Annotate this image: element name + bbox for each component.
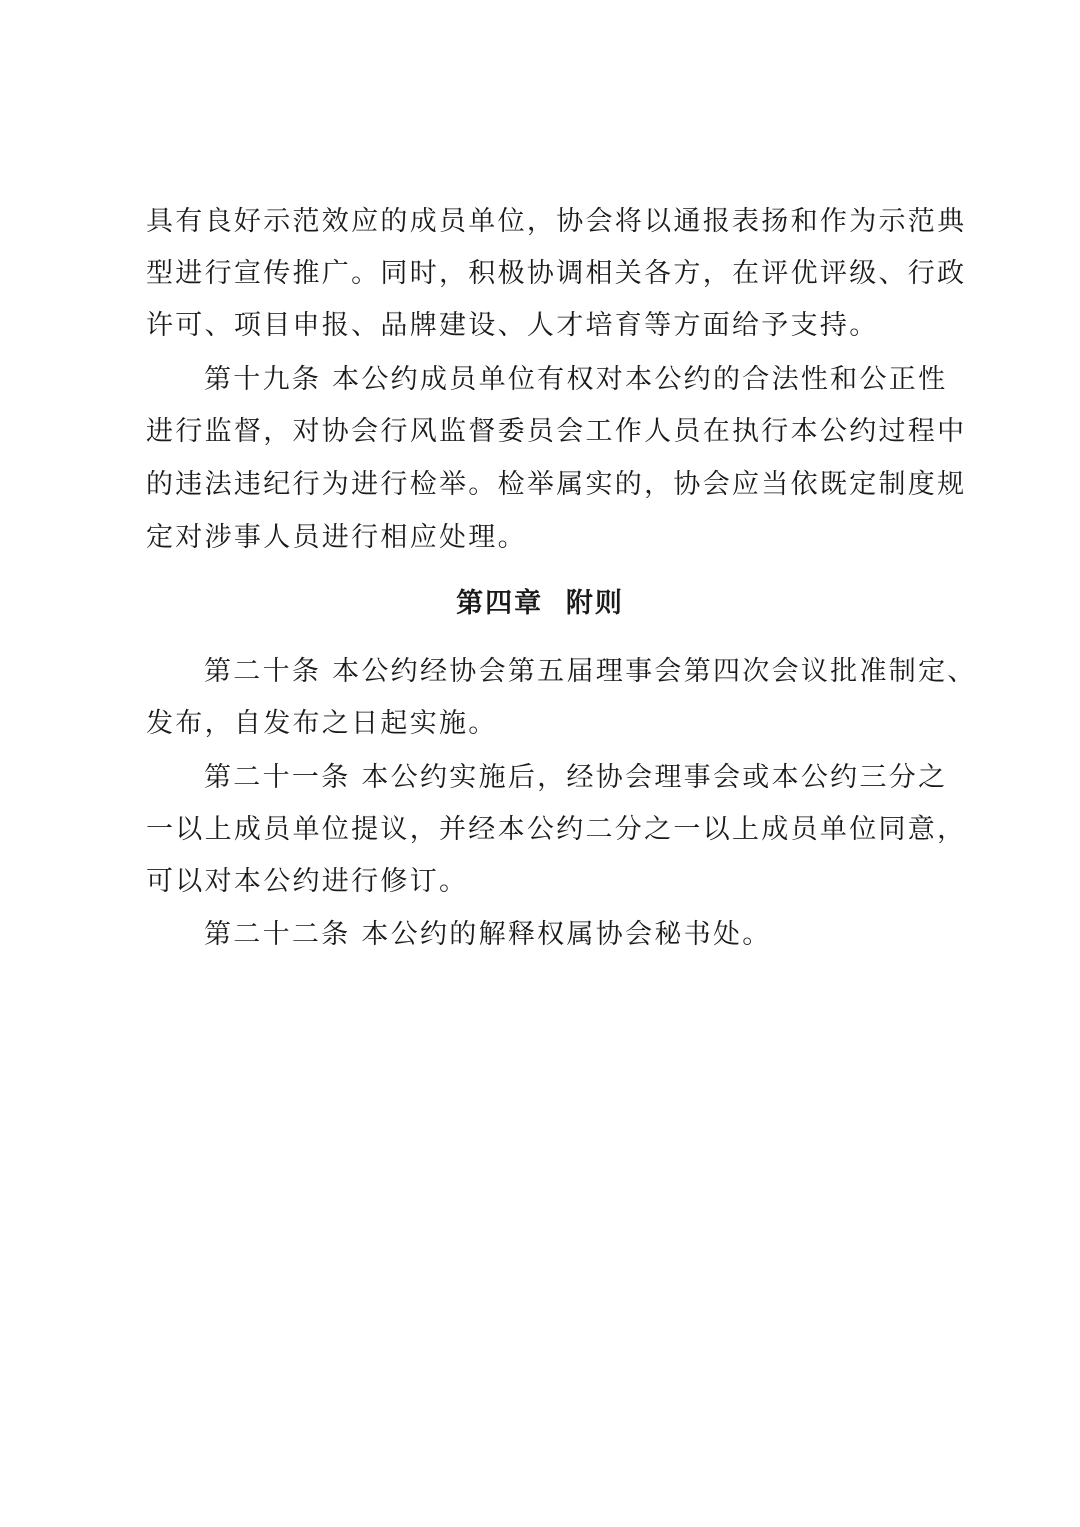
article-21-line: 一以上成员单位提议，并经本公约二分之一以上成员单位同意， <box>146 814 967 845</box>
article-21-line: 可以对本公约进行修订。 <box>146 866 469 897</box>
article-20-line: 发布，自发布之日起实施。 <box>146 708 498 739</box>
article-21-line: 第二十一条 本公约实施后，经协会理事会或本公约三分之 <box>204 762 948 793</box>
article-19-line: 进行监督，对协会行风监督委员会工作人员在执行本公约过程中 <box>146 416 967 447</box>
paragraph-line: 许可、项目申报、品牌建设、人才培育等方面给予支持。 <box>146 310 879 341</box>
chapter-heading: 第四章 附则 <box>456 588 624 619</box>
paragraph-line: 型进行宣传推广。同时，积极协调相关各方，在评优评级、行政 <box>146 258 967 289</box>
article-19-line: 第十九条 本公约成员单位有权对本公约的合法性和公正性 <box>204 364 948 395</box>
article-22-line: 第二十二条 本公约的解释权属协会秘书处。 <box>204 919 772 950</box>
article-20-line: 第二十条 本公约经协会第五届理事会第四次会议批准制定、 <box>204 656 977 687</box>
article-19-line: 定对涉事人员进行相应处理。 <box>146 522 527 553</box>
article-19-line: 的违法违纪行为进行检举。检举属实的，协会应当依既定制度规 <box>146 469 967 500</box>
paragraph-line: 具有良好示范效应的成员单位，协会将以通报表扬和作为示范典 <box>146 206 967 237</box>
